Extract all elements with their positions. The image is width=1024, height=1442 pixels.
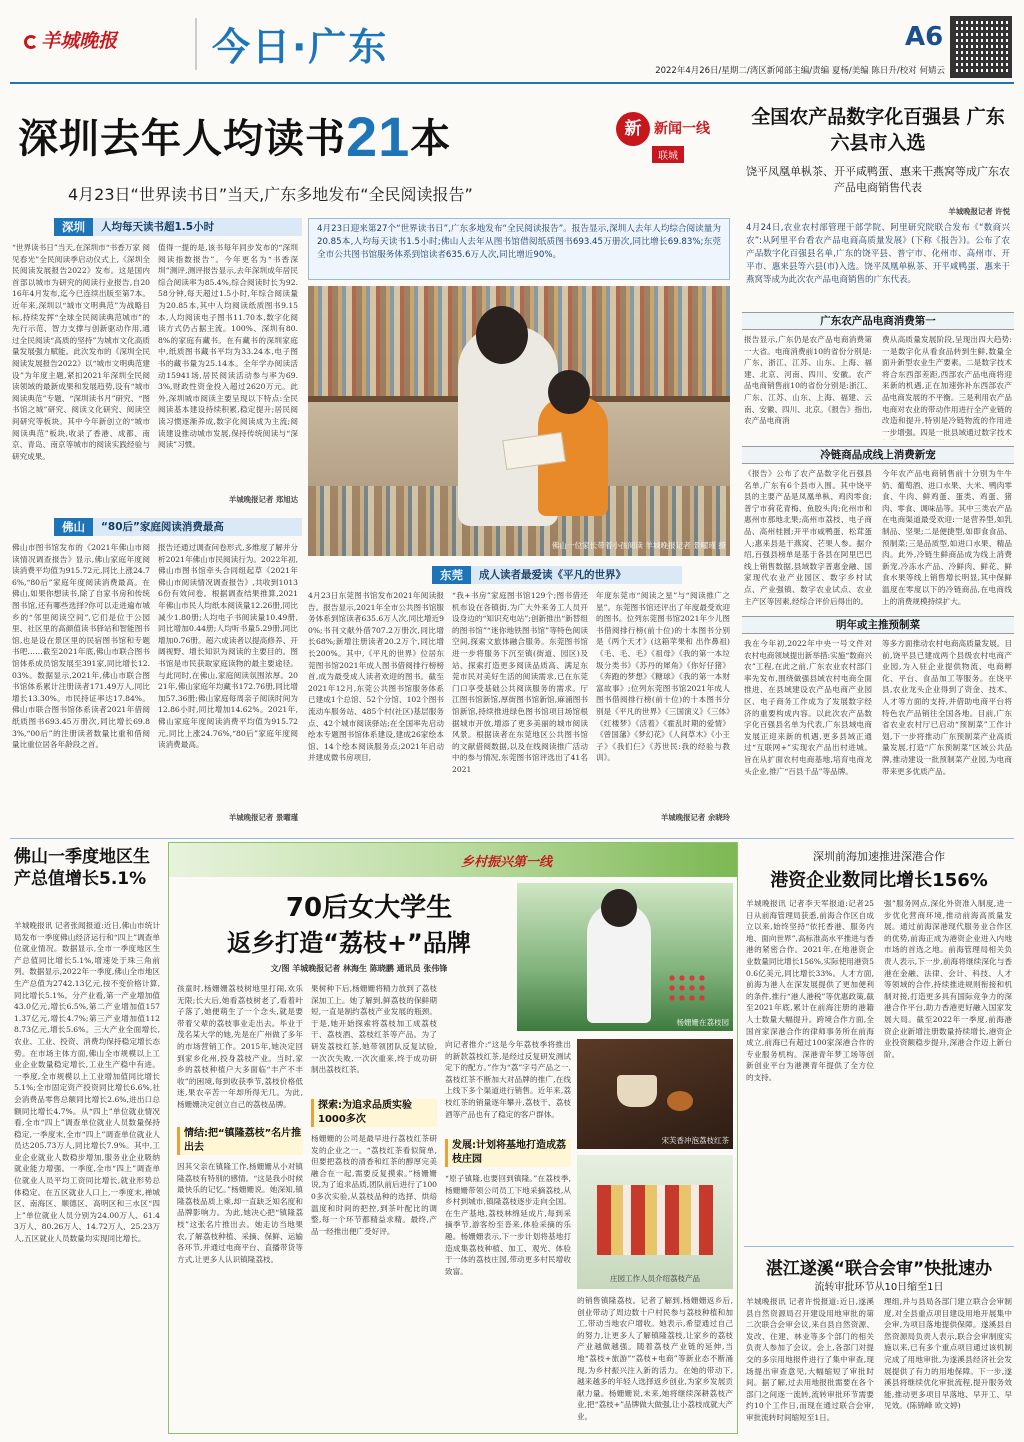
badge-circle-icon: 新 <box>616 112 650 146</box>
agri-sub3-col2: 等多方面推动农村电商高质量发展。目前,饶平县已建成两个县级农村电商产业园,为入驻企业提供物流、电商孵化、平台、食品加工等服务。在饶平县,农业龙头企业得到了资金、技术、人才等方面的支持,并借助电商平台将特色农产品销往全国各地。目前,广东省农业农村厅已启动“预制菜”工作计划,下一步将推动广东预制菜产业高质量发展,打造“广东预制菜”区域公共品牌,推动建设一批预制菜产业园,为电商带来更多优质产品。 <box>882 639 1012 776</box>
lychee-cluster <box>667 973 707 1003</box>
rural-col2b: 杨姗姗的公司是最早进行荔枝红茶研发的企业之一。“荔枝红茶看似简单,但要把荔枝的清香和红茶的醇厚完美融合在一起,需要反复摸索。”杨姗姗说,为了追求品质,团队前后进行了1000多次实验,从荔枝品种的选择、烘焙温度和时间的把控,到茶叶配比的调整,每一个环节都精益求精。最终,产品一经推出便广受好评。 <box>311 1134 437 1236</box>
dongguan-tag: 东莞 <box>432 566 471 584</box>
dongguan-col2: “我+书房”家庭图书馆129个;图书借还机布设在各镇街,为广大外来务工人员开设身边的“知识充电站”;创新推出“新替组的图书馆”“迷你地铁图书馆”等特色阅读空间,探索文旅体融合服务。东莞图书馆进一步将服务下沉至镇(街道、园区)及站、探索打造更多阅读品质高、满足东莞市民对美好生活的阅读需求,已在东莞门口享受基础公共阅读服务的需求。厅江图书馆新馆,厚街图书馆新馆,麻涌图书馆新馆,持续推进绿色图书馆项目场馆根据城市开放,增添了更多美丽的城市阅读风景。根据读者在东莞地区公共图书馆的文献借阅数据,以及在线阅读推广活动中的参与情况,东莞图书馆评选出了41名2021 <box>452 591 588 774</box>
rural-col3b: “原子镇隆,也要回到镇隆。”在荔枝季,杨姗姗带领公司员工下地采摘荔枝,从乡村到城市,镇隆荔枝逐步走向全国。在生产基地,荔枝林绵延成片,每到采摘季节,游客纷至沓来,体验采摘的乐趣。杨姗姗表示,下一步计划将基地打造成集荔枝种植、加工、观光、体验于一体的荔枝庄园,带动更多村民增收致富。 <box>445 1174 571 1276</box>
dongguan-subtitle: 成人读者最爱读《平凡的世界》 <box>471 566 682 584</box>
rural-banner <box>169 843 737 877</box>
rural-headline-2: 返乡打造“荔枝+”品牌 <box>227 929 471 957</box>
agri-sub1-col1: 报告显示,广东仍是农产品电商消费第一大省。电商消费前10的省份分别是:广东、浙江、江苏、山东、上海、福建、北京、河南、四川、安徽。农产品电商销售前10的省份分别是:浙江、广东、江苏、山东、上海、福建、云南、安徽、四川、北京。《报告》指出,农产品电商消 <box>744 335 872 426</box>
dongguan-author: 羊城晚报记者 余晓玲 <box>660 813 730 822</box>
rural-col1-sub: 情结:把“镇隆荔枝”名片推出去 <box>177 1127 303 1155</box>
right-rule <box>744 1246 1014 1247</box>
shenzhen-author: 羊城晚报记者 郑旭达 <box>228 495 298 504</box>
qianhai-headline: 港资企业数同比增长156% <box>770 870 988 891</box>
rural-col1: 孩童时,杨姗姗荔枝树地里打闹,欢乐无限;长大后,她看荔枝树老了,看着叶子落了,她便萌生了一个念头,就是要带着父辈的荔枝事业走出去。毕业于茂名某大学的她,先是在广州做了多年的市场营销工作。2015年,她决定回到家乡化州,投身荔枝产业。当时,家乡的荔枝种植户大多面临“丰产不丰收”的困境,每到收获季节,荔枝价格低迷,果农辛苦一年却所得无几。为此,杨姗姗决定创立自己的荔枝品牌。 <box>177 984 303 1109</box>
gdp-headline: 佛山一季度地区生产总值增长5.1% <box>14 847 150 889</box>
qianhai-col1: 羊城晚报讯 记者李天军报道:记者25日从前海管理局获悉,前海合作区自成立以来,始终坚持“依托香港、服务内地、面向世界”,高标准高水平推进与香港的紧密合作。2021年,在地港资企业数量同比增长156%,实际使用港资50.6亿美元,同比增长33%。人才方面,前海为港人在深发展提供了更加便利的条件,推行“港人港税”等优惠政策,截至2021年底,累计在前海注册的港籍人士数量大幅提升。跨境合作方面,全国首家深港合作的律师事务所在前海成立,前海已有超过100家深港合作的专业服务机构。深港青年梦工场等创新创业平台为港澳青年提供了全方位的支持。 <box>746 899 874 1082</box>
rural-col1b: 因其父亲在镇隆工作,杨姗姗从小对镇隆荔枝有特别的感情。“这是我小时候最快乐的记忆。”杨姗姗说。她深知,镇隆荔枝品质上乘,却一直缺乏知名度和品牌影响力。为此,她决心把“镇隆荔枝”这张名片推出去。她走访当地果农,了解荔枝种植、采摘、保鲜、运输各环节,并通过电商平台、直播带货等方式,让更多人认识镇隆荔枝。 <box>177 1162 303 1264</box>
rural-col3: 向记者推介:“这是今年荔枝季将推出的新款荔枝红茶,是经过反复研发测试定下的配方。”作为“荔”字号产品之一,荔枝红茶不断加大对品牌的推广,在线上线下多个渠道进行销售。近年来,荔枝红茶的销量逐年攀升,荔枝干、荔枝酒等产品也有了稳定的客户群体。 <box>445 1040 571 1119</box>
lead-story <box>12 90 736 960</box>
suixi-story <box>744 1250 1014 1436</box>
suixi-col2: 理组,并与县局各部门建立联合会审制度,对全县重点项目建设用地开展集中会审,为项目落地提供保障。遂溪县自然资源局负责人表示,联合会审制度实施以来,已有多个重点项目通过该机制完成了用地审批,为遂溪县经济社会发展提供了有力的用地保障。下一步,遂溪县将继续优化审批流程,提升服务效能,推动更多项目早落地、早开工、早见效。(陈锦峰 欧文婷) <box>884 1297 1012 1411</box>
qianhai-story <box>744 842 1014 1242</box>
qianhai-kicker: 深圳前海加速推进深港合作 <box>813 850 945 863</box>
foshan-tag: 佛山 <box>54 518 93 536</box>
rural-photo-3 <box>577 1155 733 1289</box>
paper-logo: 羊城晚报 <box>24 26 117 53</box>
rural-photo-1 <box>517 883 733 1031</box>
shenzhen-tag: 深圳 <box>54 218 93 236</box>
rural-photo-3-caption: 庄园工作人员介绍荔枝产品 <box>610 1274 700 1283</box>
agri-sub2-col1: 《报告》公布了农产品数字化百强县名单,广东有6个县市入围。其中饶平县的主要产品是凤凰单枞、鸡肉零食;普宁市荷花青梅、鱼胶头肉;化州市和惠州市那地北果;高州市荔枝、电子商品、高州桂圆;开平市咸鸭蛋、松茸蛋人;惠来县是干燕窝、芒果人参。据介绍,百强县榜单是基于各县在阿里巴巴线上销售数据,县域数字普惠金融、国家现代农业产业园区、数字乡村试点、产业强镇、数字农业试点、农业主产区等因素,经综合评价后得出的。 <box>744 469 872 606</box>
rural-col2-sub: 探索:为追求品质实验1000多次 <box>311 1099 437 1127</box>
agri-subheadline: 饶平凤凰单枞茶、开平咸鸭蛋、惠来干燕窝等成广东农产品电商销售代表 <box>746 165 1010 194</box>
agri-sub1-col2: 费从高质量发展阶段,呈现出四大趋势:一是数字化从看食品转到生鲜,数量全面升新型农业生产要素。二是数字技术将合东西部差距,西部农产品电商将迎来新的机遇,正在加速弥补东西部农产品电商发展的不平衡。三是利用农产品电商对农业的带动作用进行全产业链的改造和提升,特别是冷链物流的作用进一步增强。四是一批县域通过数字技术 <box>882 335 1012 437</box>
rural-byline: 文/图 羊城晚报记者 林海生 陈晓鹏 通讯员 张伟锋 <box>270 964 448 973</box>
suixi-subheadline: 流转审批环节从10日缩至1日 <box>814 1282 944 1293</box>
rural-photo-2 <box>577 1039 733 1149</box>
rural-story <box>168 842 738 1434</box>
agri-sub1: 广东农产品电商消费第一 <box>742 312 1014 330</box>
agri-sub3: 明年或主推预制菜 <box>742 616 1014 634</box>
masthead <box>0 0 1024 80</box>
dateline: 2022年4月26日/星期二/湾区新闻部主编/责编 夏杨/美编 陈日升/校对 何婧云 <box>655 66 945 76</box>
qr-code <box>950 16 1012 78</box>
foshan-gdp-story <box>10 842 162 1434</box>
rural-photo-1-caption: 杨姗姗在荔枝园 <box>676 1018 729 1027</box>
shenzhen-col2: 值得一提的是,该书每年同步发布的“深圳阅读指数报告”。今年更名为“书香深圳”测评,测评报告显示,去年深圳成年居民综合阅读率为85.4%,综合阅读时长为92.58分钟,每天超过1.5小时,年综合阅读量为20.85本,其中人均阅读纸质图书9.15本,人均阅读电子图书11.70本,数字化阅读方式仍占据主流。100%、深圳有80.8%的家庭有藏书。在有藏书的深圳家庭中,纸质图书藏书平均为33.24本,电子图书的藏书量为25.14本。全年学办阅读活动15941场,居民阅读活动参与率为69.3%,财政性资金投入超过2620万元。此外,深圳城市阅读主要呈现以下特点:全民阅读基本建设持续积累,稳定提升;居民阅读习惯逐渐养成,数字化阅读成为主流;阅读建设推动城市发展,保持传统阅读与“深阅读”习惯。 <box>158 243 298 450</box>
section-rule <box>10 838 1014 839</box>
agri-sub3-col1: 我在今年初,2022年中央一号文件对农村电商领域提出新举措:实施“数商兴农”工程,在此之前,广东农业农村部门率先发布,围绕做强县域农村电商全面推进、在县域建设农产品电商产业园区、电子商务工作成为了发展数字经济的重要构成内容。以此次农产品数字化百强县名单为代表,广东县域电商发展正迎来新的机遇,更多县域正通过“互联网+”实现农产品出村进城。旨在从扩面农村电商基地,培育电商龙头企业,推广“百县千品”等品牌。 <box>744 639 872 776</box>
foshan-col2: 报告还通过调查问卷形式,多维度了解并分析2021年佛山市民阅读行为。2022年初,佛山市图书馆牵头合同组起草《2021年佛山市阅读情况调查报告》,共收到10136份有效问卷。根据调查结果推算,2021年佛山市民人均纸本阅读量12.26册,同比减少1.80册;人均电子书阅读量10.49册,同比增加0.44册;人均听书量5.29册,同比增加0.76册。超六成读者以提高修养、开阔视野、增长知识为阅读的主要目的。图书馆是市民获取家庭读物的最主要途径。与此同时,在佛山,家庭阅读氛围浓厚。2021年,佛山家庭年均藏书172.76册,同比增加57.36册;佛山家庭每周亲子阅读时间为12.86小时,同比增加14.62%。2021年,佛山家庭年度阅读消费平均值为915.72元,同比上涨24.76%,“80后”家庭年度阅读消费最高。 <box>158 543 298 750</box>
logo-swirl-icon <box>24 35 38 49</box>
shenzhen-col1: “世界读书日”当天,在深圳市“书香万家 阅见春光”全民阅读季启动仪式上,《深圳全民阅读发展报告2022》发布。这是国内首部以城市为研究的阅读行业报告,自2016年4月发布,迄今已连续出版至第7本。近年来,深圳以“城市文明典范”为战略目标,持续发挥“全球全民阅读典范城市”的先行示范、智力支撑与创新驱动作用,通过全民阅读“高质的坚持”为城市文化高质量发展强力赋能。此次发布的《深圳全民阅读发展报告2022》以“城市文明典范建设”为年度主题,紧扣2021年深圳全民阅读领域的最新成果和发展趋势,设有“城市阅读典范”专题、“深圳读书月”研究、“图书馆之城”研究、阅读文化研究、阅读空间研究等板块。其中今年新创立的“城市阅读典范”板块,收录了香港、成都、南京、青岛、南京等城市的阅读实践经验与研究成果。 <box>12 243 150 461</box>
rural-col4: 的销售镇隆荔枝。记者了解到,杨姗姗返乡后,创业带动了周边数十户村民参与荔枝种植和加工,带动当地农户增收。她表示,希望通过自己的努力,让更多人了解镇隆荔枝,让家乡的荔枝产业越做越强。随着荔枝产业链的延伸,当地“荔枝+旅游”“荔枝+电商”等新业态不断涌现,为乡村振兴注入新的活力。在她的带动下,越来越多的年轻人选择返乡创业,为家乡发展贡献力量。杨姗姗说,未来,她将继续深耕荔枝产业,把“荔枝+”品牌做大做强,让小荔枝成就大产业。 <box>577 1296 733 1421</box>
gdp-body: 羊城晚报讯 记者张闻报道:近日,佛山市统计局发布一季度佛山经济运行和“四上”调查单位就业情况。数据显示,全市一季度地区生产总值同比增长5.1%,增速处于珠三角前列。数据显示,2022年一季度,佛山全市地区生产总值为2742.13亿元,按不变价格计算,同比增长5.1%。分产业看,第一产业增加值43.0亿元,增长6.5%,第二产业增加值1571.37亿元,增长4.7%;第三产业增加值1128.73亿元,增长5.6%。三大产业全面增长,农业、工业、投资、消费均保持稳定增长态势。在市场主体方面,佛山全市规模以上工业企业数量稳定增长,工业生产稳中有进。一季度,全市规模以上工业增加值同比增长5.1%;全市固定资产投资同比增长6.6%,社会消费品零售总额同比增长2.6%,进出口总额同比增长4.7%。从“四上”单位就业情况看,全市“四上”调查单位就业人员数量保持稳定,一季度末,全市“四上”调查单位就业人员达205.73万人,同比增长7.9%。其中,工业企业就业人数稳步增加,服务业企业吸纳就业能力增强。一季度,全市“四上”调查单位就业人员平均工资同比增长,就业形势总体稳定。在五区就业人口上,一季度末,禅城区、南海区、顺德区、高明区和三水区“四上”单位就业人员分别为24.00万人、61.43万人、80.26万人、14.72万人、25.23万人,五区就业人员数量均实现同比增长。 <box>14 921 160 1244</box>
shenzhen-subtitle: 人均每天读书超1.5小时 <box>93 218 302 236</box>
foshan-author: 羊城晚报记者 景曜瑾 <box>228 813 298 822</box>
agri-sub2-col2: 今年农产品电商销售前十分别为牛牛奶、葡萄酒、进口水果、大米、鸭肉零食、牛肉、鲜鸡蛋、蛋类、鸡蛋、猪肉、零食、调味品等。其中三类农产品在电商渠道最受欢迎:一是营养型,如乳制品、坚果;二是便捷型,如即食食品、预制菜;三是品质型,如进口水果、精品肉。此外,冷链生鲜商品成为线上消费新宠,冷冻水产品、冷鲜肉、鲜花、鲜食水果等线上销售增长明显,其中保鲜温度在零度以下的冷链商品,在电商线上的消费规模持续扩大。 <box>882 469 1012 606</box>
qianhai-col2: 强”服务网点,深化外资准入制度,进一步优化营商环境,推动前海高质量发展。通过前海深港现代服务业合作区的优势,前海正成为港资企业进入内地市场的首选之地。前海管理局相关负责人表示,下一步,前海将继续深化与香港在金融、法律、会计、科技、人才等领域的合作,持续推进规则衔接和机制对接,打造更多具有国际竞争力的深港合作平台,助力香港更好融入国家发展大局。截至2022年一季度,前海港资企业新增注册数量持续增长,港资企业投资额稳步提升,深港合作迈上新台阶。 <box>884 899 1012 1059</box>
summary-text: 4月23日迎来第27个“世界读书日”,广东多地发布“全民阅读报告”。报告显示,深圳人去年人均综合阅读量为20.85本,人均每天读书1.5小时;佛山人去年从图书馆借阅纸质图书693.45万册次,同比增长69.83%;东莞全市公共图书馆服务体系到馆读者635.6万人次,同比增近90%。 <box>317 224 721 260</box>
foshan-section-bar <box>54 518 302 536</box>
foshan-subtitle: “80后”家庭阅读消费最高 <box>93 518 302 536</box>
rural-photo-2-caption: 宋芙香冲泡荔枝红茶 <box>661 1136 729 1145</box>
badge-label: 新闻一线 <box>654 121 710 137</box>
page-number: A6 <box>905 22 944 52</box>
rural-headline-1: 70后女大学生 <box>285 893 453 923</box>
agri-author: 羊城晚报记者 许悦 <box>948 207 1010 216</box>
summary-box <box>308 218 730 280</box>
agri-sub2: 冷链商品成线上消费新宠 <box>742 446 1014 464</box>
suixi-col1: 羊城晚报讯 记者许悦报道:近日,遂溪县自然资源局召开建设用地审批的第二次联合会审会议,来自县自然资源、发改、住建、林业等多个部门的相关负责人参加了会议。会上,各部门对提交的多宗用地报件进行了集中审查,现场提出审查意见,大幅缩短了审批时间。据了解,过去用地报批需要在各个部门之间逐一流转,流转审批环节需要约10个工作日,而现在通过联合会审,审批流转时间缩短至1日。 <box>746 1297 874 1422</box>
section-title: 今日·广东 <box>212 25 389 69</box>
lead-headline: 深圳去年人均读书21本 <box>18 105 452 168</box>
shenzhen-section-bar <box>54 218 302 236</box>
suixi-headline: 湛江遂溪“联合会审”快批速办 <box>765 1259 993 1279</box>
headline-number: 21 <box>346 105 411 168</box>
lead-subheadline: 4月23日“世界读书日”当天,广东多地发布“全民阅读报告” <box>68 185 473 204</box>
photo-caption: 佛山一位家长带着小孩阅读 羊城晚报记者 景曜瑾 摄 <box>551 541 726 550</box>
dongguan-col3: 年度东莞市“阅读之星”与“阅读推广之星”。东莞图书馆还评出了年度最受欢迎的图书。位列东莞图书馆2021年少儿图书借阅排行榜(前十位)的十本图书分别是《两个天才》(这箱苹果和 出作鼻祖)《毛、毛、毛》《祖母》《我的第一本垃圾分类书》《苏丹的犀角》《你好仔猪》《奔跑的梦想》《糖球》《我的第一本财富故事》;位列东莞图书馆2021年成人图书借阅排行榜(前十位)的十本图书分别是《平凡的世界》《三国演义》《三体》《红楼梦》《活着》《霍乱时期的爱情》《曾国藩》《梦幻花》《人间草木》《小王子》《我们仨》《苏世民:我的经验与教训》。 <box>596 591 730 763</box>
dongguan-section-bar <box>432 566 682 584</box>
dongguan-col1: 4月23日东莞图书馆发布2021年阅读报告。报告显示,2021年全市公共图书馆服务体系到馆读者635.6万人次,同比增近90%;书刊文献外借707.2万册次,同比增长68%;新增注册读者20.2万个,同比增长200%。其中,《平凡的世界》位居东莞图书馆2021年成人图书借阅排行榜榜首,成为最受成人读者欢迎的图书。截至2021年12月,东莞公共图书馆服务体系已建成1个总馆、52个分馆、102个图书流动车服务站、485个村(社区)基层服务点、42个城市阅读驿站;在全国率先启动绘本专题图书馆体系建设,建成26家绘本馆、14个绘本阅读服务点;2021年启动并建成微书房项目, <box>308 591 444 763</box>
masthead-rule <box>10 82 1014 84</box>
masthead-divider <box>195 18 197 70</box>
rural-kicker: 乡村振兴第一线 <box>461 855 553 870</box>
rural-col3-sub: 发展:计划将基地打造成荔枝庄园 <box>445 1139 571 1167</box>
agri-headline: 全国农产品数字化百强县 广东六县市入选 <box>751 106 1005 154</box>
foshan-col1: 佛山市图书馆发布的《2021年佛山市阅读情况调查报告》显示,佛山家庭年度阅读消费平均值为915.72元,同比上涨24.76%,“80后”家庭年度阅读消费最高。在佛山,如果你想读书,除了自家书房和传统图书馆,还有哪些选择?你可以走进遍布城乡的“邻里阅读空间”,它们是位于公园里、社区里的高颜值读书驿站和智能图书馆,也是设在景区里的民宿图书馆和专题书吧……截至2021年底,佛山市联合图书馆体系成员馆发展至391家,同比增长12.03%。数据显示,2021年,佛山市联合图书馆体系累计注册读者171.49万人,同比增长13.30%。市民持证率达17.84%。佛山市联合图书馆体系读者2021年借阅纸质图书693.45万册次,同比增长69.83%,“00后”的注册读者数量比重和借阅量比重位居各年龄段之首。 <box>12 543 150 750</box>
agri-story <box>742 90 1014 960</box>
news-badge <box>616 110 726 166</box>
agri-intro: 4月24日,农业农村部管理干部学院、阿里研究院联合发布《“数商兴农”:从阿里平台看农产品电商高质量发展》(下称《报告》)。公布了农产品数字化百强县名单,广东的饶平县、普宁市、化州市、高州市、开平市、惠来县等六县(市)入选。饶平凤凰单枞茶、开平咸鸭蛋、惠来干燕窝等成为此次农产品电商销售的广东代表。 <box>746 223 1010 285</box>
rural-col2: 果树种下后,杨姗姗将精力放到了荔枝深加工上。她了解到,鲜荔枝的保鲜期短,一直是制约荔枝产业发展的瓶颈。于是,她开始探索将荔枝加工成荔枝干、荔枝酒、荔枝红茶等产品。为了研发荔枝红茶,她带领团队反复试验,一次次失败,一次次重来,终于成功研制出荔枝红茶。 <box>311 984 437 1075</box>
lead-photo <box>308 286 730 556</box>
badge-sub: 联城 <box>652 146 684 163</box>
